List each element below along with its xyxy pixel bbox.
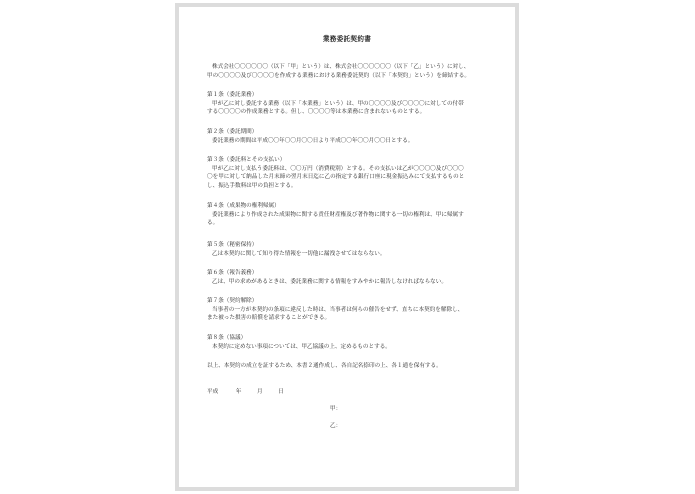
article-1 [207, 91, 499, 117]
article-heading: 第６条（報告義務） [207, 270, 258, 276]
article-6 [207, 269, 499, 286]
article-line: する〇〇〇〇の作成業務とする。但し、〇〇〇〇等は本業務に含まれないものとする。 [207, 109, 426, 116]
article-line: 甲が乙に対し委託する業務（以下「本業務」という）は、甲の〇〇〇〇及び〇〇〇〇に対しての付帯 [212, 100, 464, 107]
document-title: 業務委託契約書 [322, 35, 372, 43]
date-line [207, 388, 284, 397]
article-2 [207, 128, 499, 145]
article-line: 乙は、甲の求めがあるときは、委託業務に関する情報をすみやかに報告しなければならない。 [212, 278, 447, 285]
article-heading: 第４条（成果物の権利帰属） [207, 203, 280, 209]
article-line: し、振込手数料は甲の負担とする。 [207, 182, 297, 189]
date-era: 平成 [207, 389, 219, 395]
preamble [207, 63, 499, 80]
article-heading: 第３条（委託料とその支払い） [207, 157, 286, 163]
article-line: また被った損害の賠償を請求することができる。 [207, 315, 331, 322]
article-5 [207, 241, 499, 258]
article-8 [207, 334, 499, 351]
closing [207, 362, 499, 371]
signature-party-a: 甲： [330, 406, 342, 412]
preamble-line: 株式会社〇〇〇〇〇〇（以下「甲」という）は、株式会社〇〇〇〇〇〇（以下「乙」という）に対し、 [212, 64, 470, 70]
closing-line: 以上、本契約の成立を証するため、本書２通作成し、各自記名捺印の上、各１通を保有する。 [207, 363, 442, 369]
article-heading: 第２条（委託期間） [207, 129, 258, 135]
document-page [175, 3, 519, 491]
article-heading: 第５条（秘密保持） [207, 242, 258, 248]
date-month: 月 [256, 389, 263, 395]
date-year: 年 [235, 389, 242, 395]
article-heading: 第８条（協議） [207, 335, 247, 341]
article-line: 当事者の一方が本契約の条項に違反した時は、当事者は何らの催告をせず、直ちに本契約を解除し、 [212, 306, 464, 313]
signature-party-b: 乙： [330, 423, 342, 429]
article-line: 甲が乙に対し支払う委託料は、〇〇万円（消費税別）とする。その支払いは乙が〇〇〇〇及び〇〇〇 [212, 165, 464, 172]
article-heading: 第１条（委託業務） [207, 92, 258, 98]
article-line: 委託業務の期間は平成〇〇年〇〇月〇〇日より平成〇〇年〇〇月〇〇日とする。 [212, 137, 414, 144]
article-7 [207, 297, 499, 323]
article-3 [207, 156, 499, 190]
article-4 [207, 202, 499, 228]
article-line: 乙は本契約に関して知り得た情報を一切他に漏洩させてはならない。 [212, 250, 386, 257]
article-heading: 第７条（契約解除） [207, 298, 258, 304]
article-line: る。 [207, 220, 219, 227]
preamble-line: 甲の〇〇〇〇及び〇〇〇〇を作成する業務における業務委託契約（以下「本契約」という）を締結する。 [207, 72, 470, 79]
date-day: 日 [278, 389, 284, 395]
article-line: 〇を甲に対して納品した月末締の翌月末日迄に乙の指定する銀行口座に現金振込みにて支払するものと [207, 174, 465, 181]
article-line: 委託業務により作成された成果物に関する責任財産権及び著作物に関する一切の権利は、甲に帰属す [212, 211, 464, 218]
article-line: 本契約に定めない事項については、甲乙協議の上、定めるものとする。 [212, 343, 391, 350]
